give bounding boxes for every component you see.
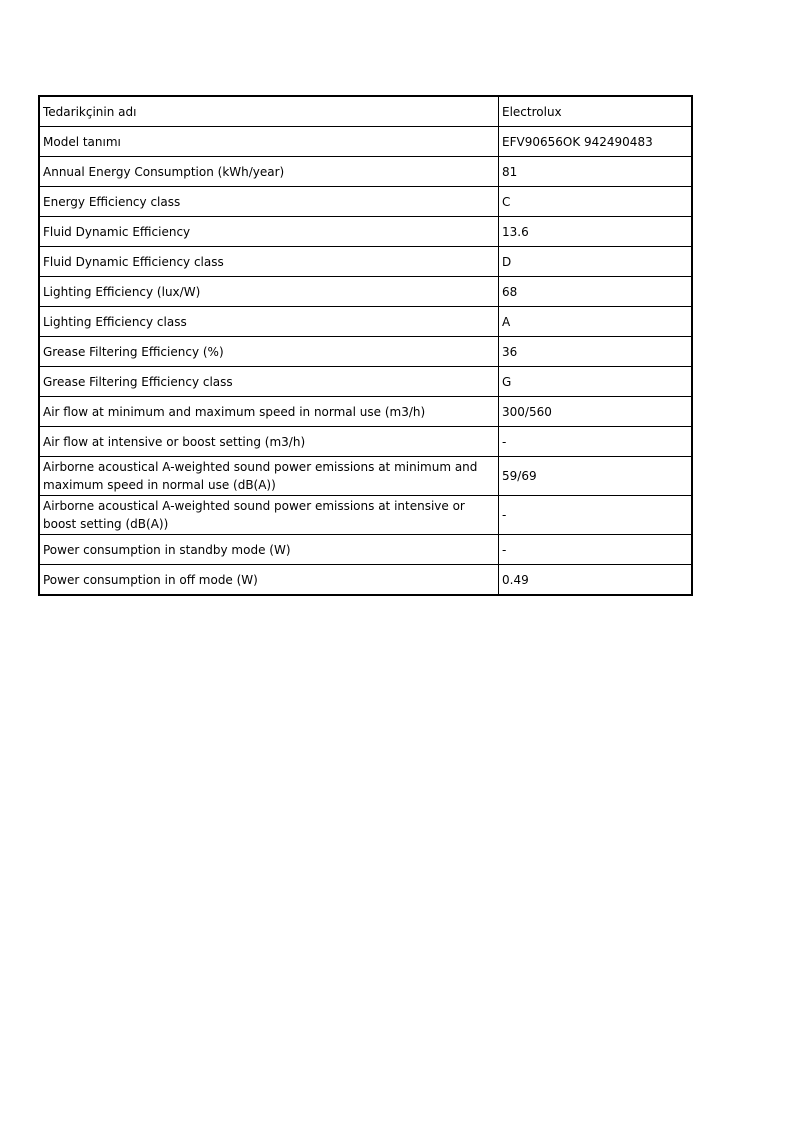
spec-value-cell: - <box>499 427 693 457</box>
product-spec-table <box>38 95 693 596</box>
spec-label-cell: Power consumption in off mode (W) <box>39 565 499 596</box>
spec-value-cell: G <box>499 367 693 397</box>
table-row <box>39 367 692 397</box>
table-row <box>39 247 692 277</box>
spec-table-body <box>39 96 692 595</box>
table-row <box>39 337 692 367</box>
table-row <box>39 307 692 337</box>
table-row <box>39 96 692 127</box>
table-row <box>39 217 692 247</box>
spec-value-cell: - <box>499 496 693 535</box>
spec-value-cell: 0.49 <box>499 565 693 596</box>
spec-value-cell: A <box>499 307 693 337</box>
spec-value-cell: 59/69 <box>499 457 693 496</box>
spec-value-cell: 81 <box>499 157 693 187</box>
spec-label-cell: Fluid Dynamic Efficiency class <box>39 247 499 277</box>
table-row <box>39 496 692 535</box>
spec-label-cell: Energy Efficiency class <box>39 187 499 217</box>
table-row <box>39 127 692 157</box>
spec-value-cell: C <box>499 187 693 217</box>
spec-label-cell: Airborne acoustical A-weighted sound power emissions at minimum and maximum speed in normal use (dB(A)) <box>39 457 499 496</box>
table-row <box>39 397 692 427</box>
table-row <box>39 187 692 217</box>
spec-label-cell: Airborne acoustical A-weighted sound power emissions at intensive or boost setting (dB(A)) <box>39 496 499 535</box>
spec-label-cell: Tedarikçinin adı <box>39 96 499 127</box>
spec-label-cell: Lighting Efficiency (lux/W) <box>39 277 499 307</box>
spec-value-cell: 36 <box>499 337 693 367</box>
spec-label-cell: Fluid Dynamic Efficiency <box>39 217 499 247</box>
table-row <box>39 157 692 187</box>
spec-value-cell: D <box>499 247 693 277</box>
spec-label-cell: Air flow at minimum and maximum speed in normal use (m3/h) <box>39 397 499 427</box>
spec-label-cell: Grease Filtering Efficiency class <box>39 367 499 397</box>
spec-value-cell: - <box>499 535 693 565</box>
table-row <box>39 565 692 596</box>
spec-value-cell: 13.6 <box>499 217 693 247</box>
spec-label-cell: Grease Filtering Efficiency (%) <box>39 337 499 367</box>
table-row <box>39 427 692 457</box>
spec-value-cell: 300/560 <box>499 397 693 427</box>
spec-label-cell: Annual Energy Consumption (kWh/year) <box>39 157 499 187</box>
table-row <box>39 535 692 565</box>
spec-label-cell: Lighting Efficiency class <box>39 307 499 337</box>
spec-value-cell: 68 <box>499 277 693 307</box>
spec-value-cell: EFV90656OK 942490483 <box>499 127 693 157</box>
spec-label-cell: Air flow at intensive or boost setting (m3/h) <box>39 427 499 457</box>
spec-label-cell: Model tanımı <box>39 127 499 157</box>
table-row <box>39 277 692 307</box>
spec-value-cell: Electrolux <box>499 96 693 127</box>
table-row <box>39 457 692 496</box>
spec-label-cell: Power consumption in standby mode (W) <box>39 535 499 565</box>
